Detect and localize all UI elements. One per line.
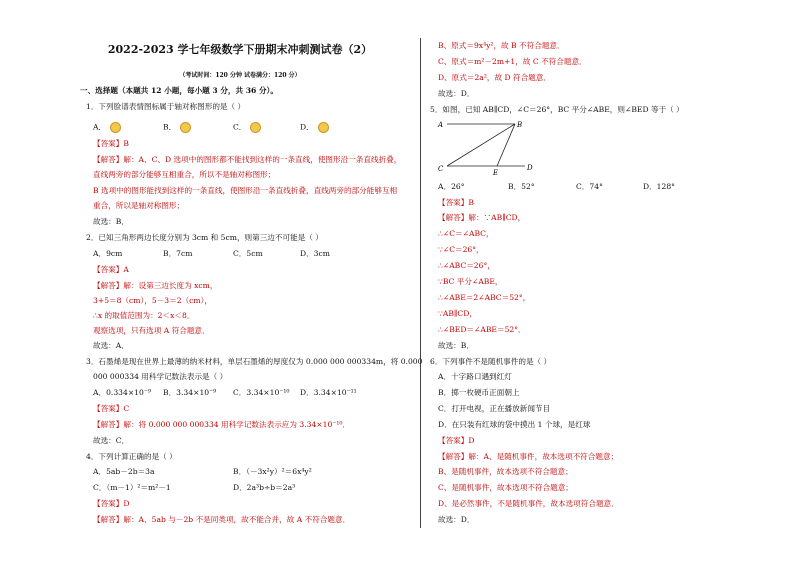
q6-option-b: B．掷一枚硬币正面朝上 <box>438 388 520 397</box>
smiling-face-icon <box>180 122 191 133</box>
section-heading: 一、选择题（本题共 12 小题，每小题 3 分，共 36 分）。 <box>80 86 278 95</box>
q5-option-d: D．128° <box>643 182 675 191</box>
laughing-face-icon <box>250 122 261 133</box>
label-c: C <box>438 165 444 173</box>
label-a: A <box>438 121 444 129</box>
q2-analysis-2: 3+5＝8（cm），5－3＝2（cm）， <box>93 296 213 305</box>
q5-answer: 【答案】B <box>438 198 474 207</box>
q3-answer: 【答案】C <box>93 404 130 413</box>
q4-analysis-c: C、原式＝m²－2m+1，故 C 不符合题意． <box>438 57 587 66</box>
q5-analysis-6: ∴∠ABE＝2∠ABC＝52°， <box>438 293 531 302</box>
angry-face-icon <box>318 122 329 133</box>
q4-option-a: A．5ab－2b＝3a <box>93 467 155 476</box>
q6-conclusion: 故选：D． <box>438 515 475 524</box>
q4-analysis-d: D、原式＝2a²，故 D 符合题意． <box>438 73 551 82</box>
q3-option-c: C．3.34×10⁻¹⁰ <box>233 388 290 397</box>
q5-figure <box>435 116 545 178</box>
q5-analysis-1: 【解答】解：∵AB∥CD， <box>438 213 526 222</box>
q5-conclusion: 故选：B． <box>438 341 474 350</box>
q4-analysis-1: 【解答】解：A、5ab 与－2b 不是同类项，故不能合并，故 A 不符合题意． <box>93 515 351 524</box>
q5-analysis-4: ∴∠ABC＝26°， <box>438 261 495 270</box>
q2-stem: 2．已知三角形两边长度分别为 3cm 和 5cm，则第三边不可能是（ ） <box>86 233 323 242</box>
q5-stem: 5．如图，已知 AB∥CD，∠C＝26°，BC 平分∠ABE，则∠BED 等于（ ） <box>430 105 684 114</box>
q1-analysis-1: 【解答】解：A、C、D 选项中的图形都不能找到这样的一条直线，使图形沿一条直线折叠， <box>93 155 402 164</box>
label-e: E <box>493 169 499 177</box>
q1-analysis-2: 直线两旁的部分能够互相重合，所以不是轴对称图形； <box>93 170 276 179</box>
q6-analysis-4: D、是必然事件，不是随机事件，故本选项符合题意． <box>438 499 619 508</box>
q2-option-c: C．5cm <box>233 249 263 258</box>
q1-option-b: B． <box>163 122 191 133</box>
q1-answer: 【答案】B <box>93 139 129 148</box>
q5-analysis-2: ∴∠C＝∠ABC， <box>438 229 494 238</box>
segment-bc <box>447 124 515 166</box>
q6-stem: 6．下列事件不是随机事件的是（ ） <box>430 357 552 366</box>
q4-analysis-b: B、原式＝9x⁴y²，故 B 不符合题意． <box>438 41 565 50</box>
q5-analysis-3: ∵∠C＝26°， <box>438 245 484 254</box>
q1-analysis-3: B 选项中的图形能找到这样的一条直线，使图形沿一条直线折叠，直线两旁的部分能够互相 <box>93 186 398 195</box>
q1-stem: 1．下列脸谱表情图标属于轴对称图形的是（ ） <box>86 102 246 111</box>
q5-option-b: B．52° <box>508 182 535 191</box>
q2-option-a: A．9cm <box>93 249 123 258</box>
q1-option-a: A． <box>93 122 121 133</box>
q3-conclusion: 故选：C． <box>93 436 130 445</box>
q6-option-c: C．打开电视，正在播放新闻节目 <box>438 404 551 413</box>
q2-analysis-4: 观察选项，只有选项 A 符合题意． <box>93 326 210 335</box>
q5-analysis-7: ∵AB∥CD， <box>438 309 477 318</box>
q2-answer: 【答案】A <box>93 265 129 274</box>
q6-option-d: D．在只装有红球的袋中摸出 1 个球，是红球 <box>438 420 591 429</box>
column-divider <box>420 38 421 528</box>
q5-analysis-5: ∵BC 平分∠ABE， <box>438 277 503 286</box>
page-title: 2022-2023 学七年级数学下册期末冲刺测试卷（2） <box>107 43 373 56</box>
q4-conclusion: 故选：D． <box>438 89 475 98</box>
label-b: B <box>517 121 523 129</box>
sad-face-icon <box>110 122 121 133</box>
q4-answer: 【答案】D <box>93 499 130 508</box>
q4-option-c: C．（m－1）²＝m²－1 <box>93 483 171 492</box>
q2-conclusion: 故选：A． <box>93 341 129 350</box>
q3-analysis-1: 【解答】解：将 0.000 000 000334 用科学记数法表示应为 3.34×10⁻¹⁰． <box>93 420 351 429</box>
q6-answer: 【答案】D <box>438 436 475 445</box>
q6-analysis-3: C、是随机事件，故本选项不符合题意； <box>438 483 573 492</box>
q4-stem: 4．下列计算正确的是（ ） <box>86 452 177 461</box>
q2-option-b: B．7cm <box>163 249 193 258</box>
q6-option-a: A．十字路口遇到红灯 <box>438 372 512 381</box>
q2-analysis-1: 【解答】解：设第三边长度为 xcm， <box>93 281 218 290</box>
q3-option-b: B．3.34×10⁻⁹ <box>163 388 217 397</box>
q2-analysis-3: ∴x 的取值范围为：2＜x＜8． <box>93 311 195 320</box>
q6-analysis-2: B、是随机事件，故本选项不符合题意； <box>438 467 573 476</box>
q1-conclusion: 故选：B． <box>93 217 129 226</box>
q4-option-d: D．2a³b÷b＝2a³ <box>233 483 296 492</box>
q4-option-b: B．（－3x²y）²＝6x⁴y² <box>233 467 312 476</box>
q6-analysis-1: 【解答】解：A、是随机事件，故本选项不符合题意； <box>438 452 619 461</box>
q5-option-a: A．26° <box>438 182 465 191</box>
q3-option-d: D．3.34×10⁻¹¹ <box>300 388 357 397</box>
q1-option-d: D． <box>300 122 329 133</box>
q3-stem-2: 000 000334 用科学记数法表示是（ ） <box>93 372 228 381</box>
exam-info: （考试时间：120 分钟 试卷满分：120 分） <box>179 72 301 79</box>
q3-stem-1: 3．石墨烯是现在世界上最薄的纳米材料，单层石墨烯的厚度仅为 0.000 000 000334m，将 0.000 <box>86 357 423 366</box>
q3-option-a: A．0.334×10⁻⁹ <box>93 388 151 397</box>
q1-analysis-4: 重合，所以是轴对称图形； <box>93 201 185 210</box>
q1-option-c: C． <box>233 122 261 133</box>
q5-option-c: C．74° <box>576 182 603 191</box>
segment-be <box>497 124 515 166</box>
label-d: D <box>527 164 533 172</box>
q5-analysis-8: ∴∠BED＝∠ABE＝52°． <box>438 325 526 334</box>
q2-option-d: D．3cm <box>300 249 330 258</box>
